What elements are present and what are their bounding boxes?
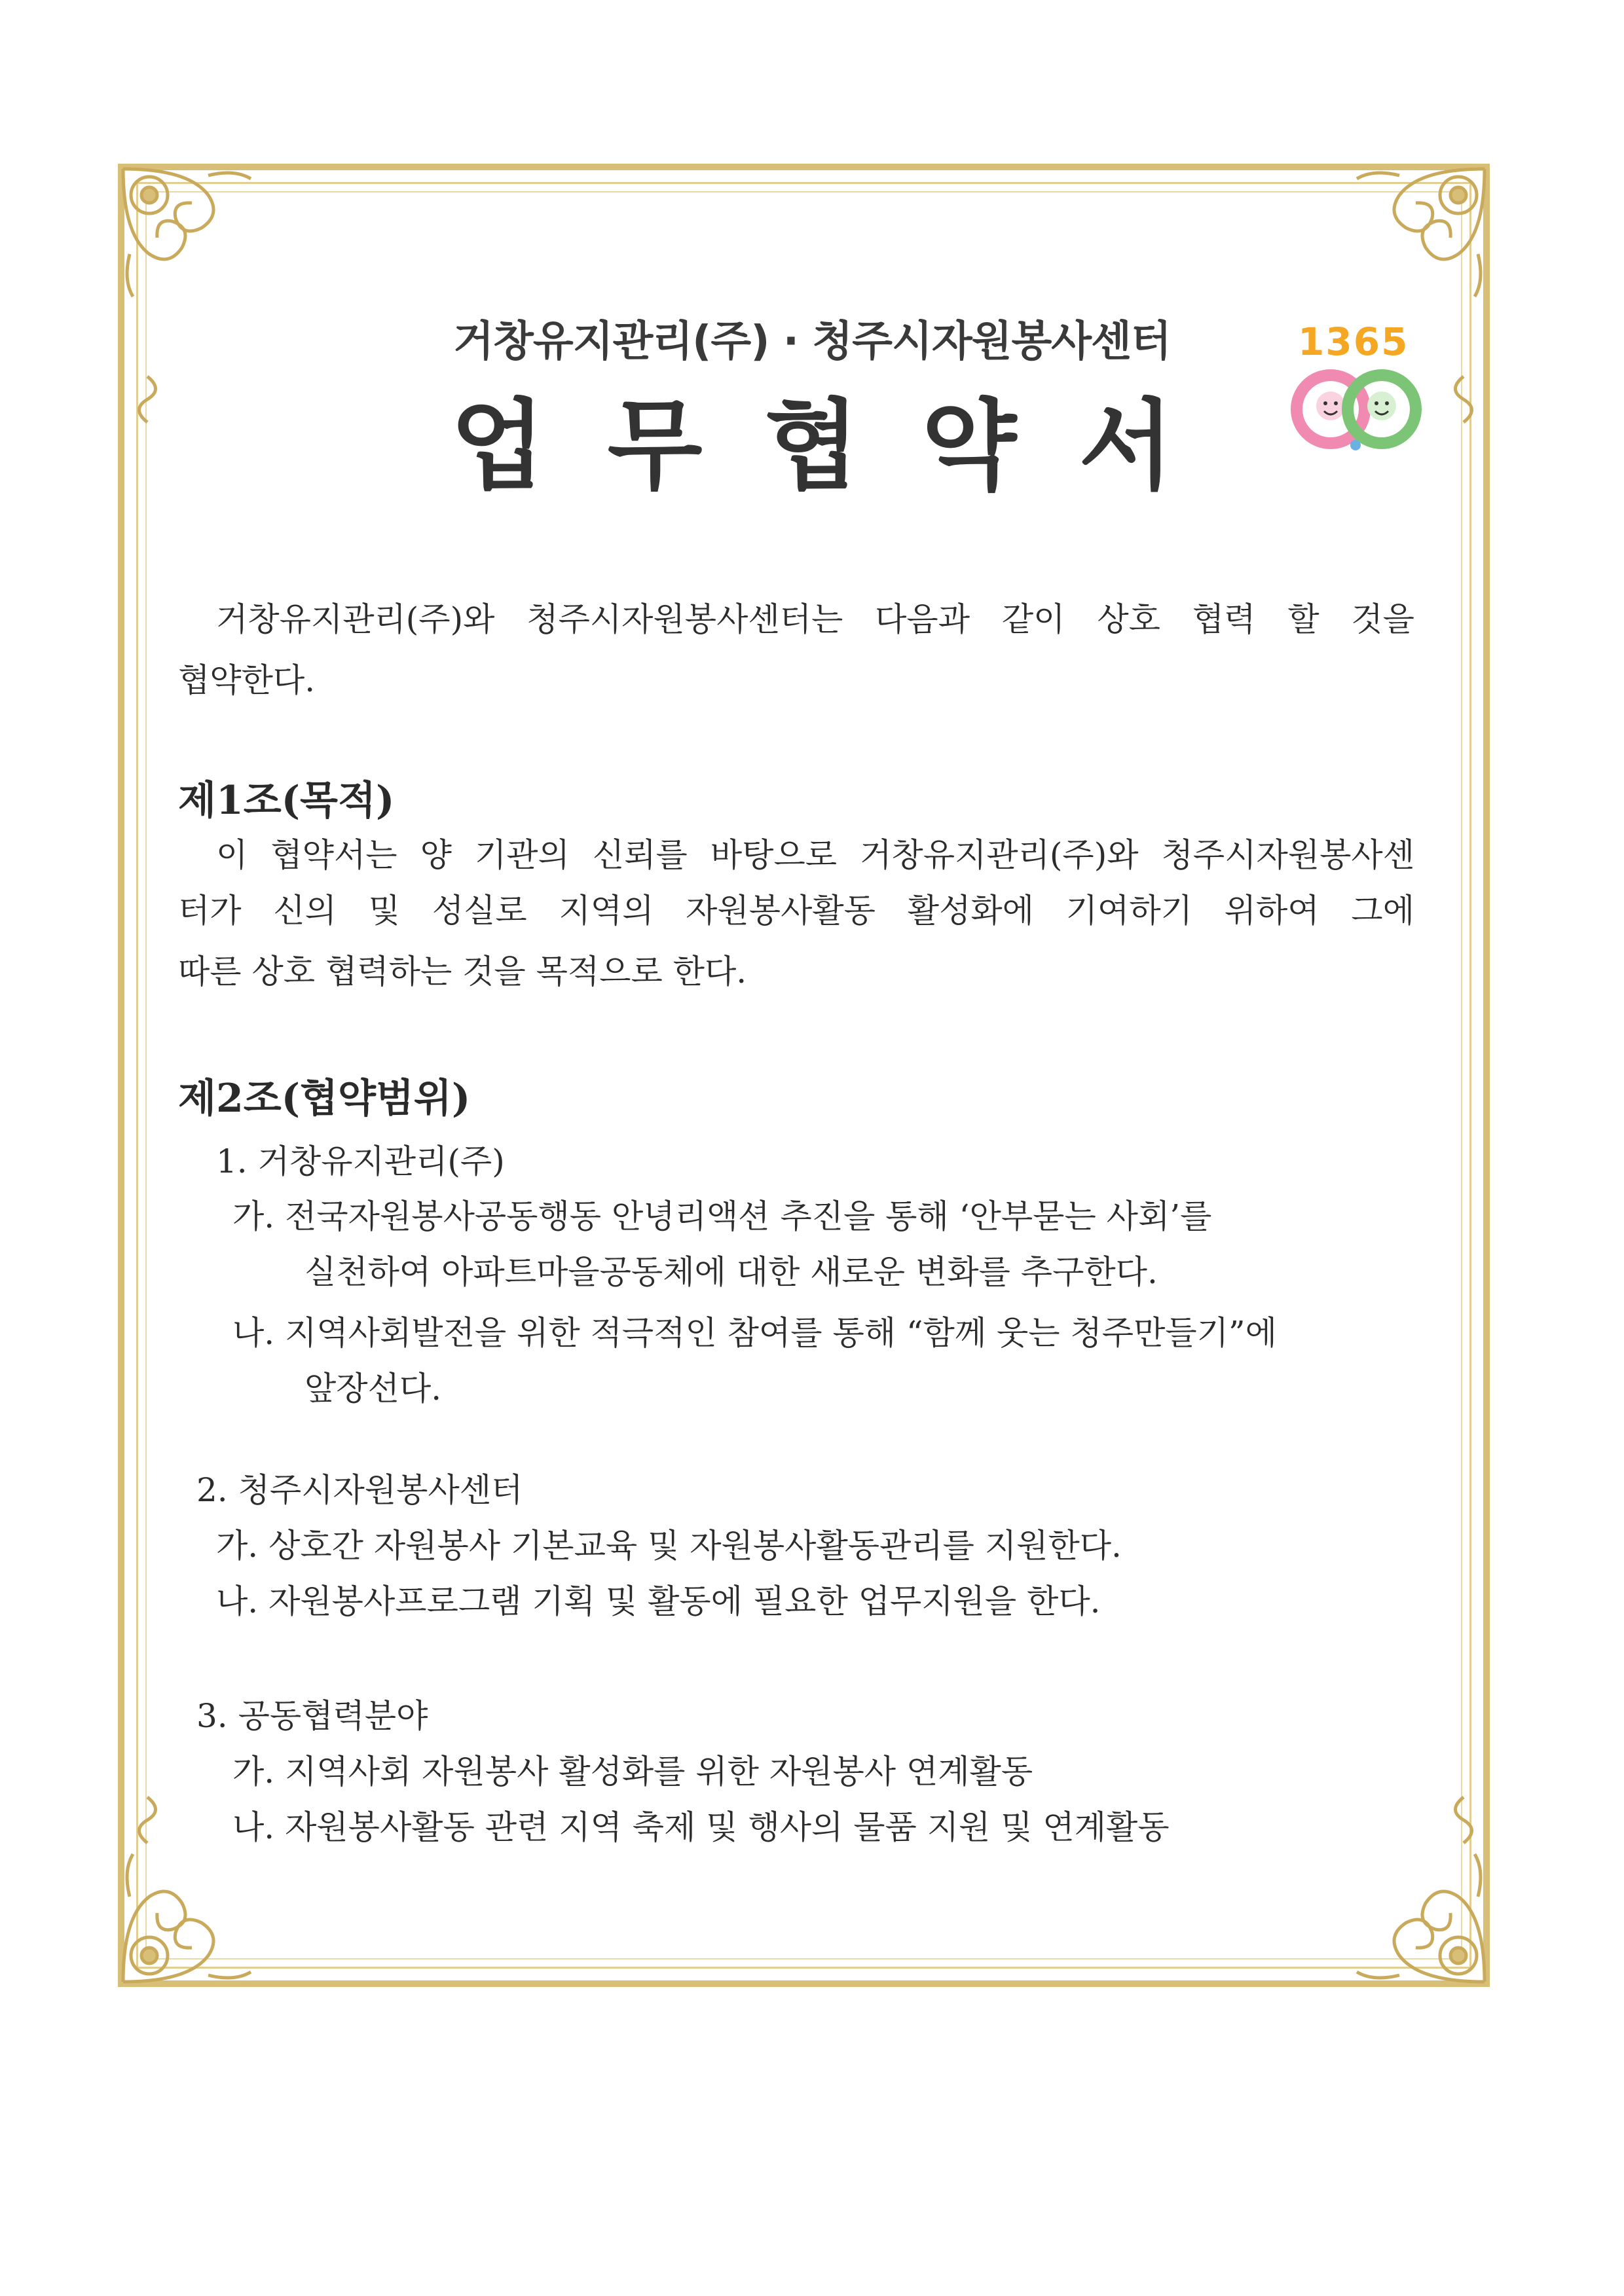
section-2-item-ga: 가. 상호간 자원봉사 기본교육 및 자원봉사활동관리를 지원한다. [216, 1527, 1122, 1565]
logo-number: 1365 [1298, 319, 1409, 364]
ornament-corner-icon [1347, 156, 1498, 306]
ornament-corner-icon [110, 156, 261, 306]
intro-line-1: 거창유지관리(주)와 청주시자원봉사센터는 다음과 같이 상호 협력 할 것을 [216, 600, 1414, 638]
section-3-title: 3. 공동협력분야 [196, 1697, 428, 1735]
section-3-item-ga: 가. 지역사회 자원봉사 활성화를 위한 자원봉사 연계활동 [232, 1753, 1033, 1791]
article-1-line-3: 따른 상호 협력하는 것을 목적으로 한다. [178, 953, 747, 991]
volunteer-1365-logo [1283, 314, 1428, 465]
section-2-item-na: 나. 자원봉사프로그램 기획 및 활동에 필요한 업무지원을 한다. [216, 1582, 1101, 1620]
section-1-item-na-line-1: 나. 지역사회발전을 위한 적극적인 참여를 통해 “함께 웃는 청주만들기”에 [232, 1314, 1277, 1352]
parties-heading: 거창유지관리(주) · 청주시자원봉사센터 [453, 318, 1171, 366]
section-1-item-ga-line-1: 가. 전국자원봉사공동행동 안녕리액션 추진을 통해 ‘안부묻는 사회’를 [232, 1197, 1212, 1235]
section-3-item-na: 나. 자원봉사활동 관련 지역 축제 및 행사의 물품 지원 및 연계활동 [232, 1808, 1170, 1846]
section-2-title: 2. 청주시자원봉사센터 [196, 1471, 523, 1509]
intro-line-2: 협약한다. [178, 661, 316, 699]
ornament-flourish-icon [118, 1791, 177, 1850]
article-1-heading: 제1조(목적) [178, 778, 395, 824]
section-1-title: 1. 거창유지관리(주) [216, 1142, 505, 1180]
ornament-corner-icon [1347, 1844, 1498, 1995]
article-1-line-1: 이 협약서는 양 기관의 신뢰를 바탕으로 거창유지관리(주)와 청주시자원봉사센 [216, 836, 1414, 874]
document-title: 업무협약서 [450, 390, 1236, 503]
section-1-item-ga-line-2: 실천하여 아파트마을공동체에 대한 새로운 변화를 추구한다. [304, 1253, 1158, 1291]
ornament-corner-icon [110, 1844, 261, 1995]
ornament-flourish-icon [1434, 1791, 1493, 1850]
section-1-item-na-line-2: 앞장선다. [304, 1370, 442, 1408]
article-1-line-2: 터가 신의 및 성실로 지역의 자원봉사활동 활성화에 기여하기 위하여 그에 [178, 892, 1414, 930]
article-2-heading: 제2조(협약범위) [178, 1076, 471, 1121]
